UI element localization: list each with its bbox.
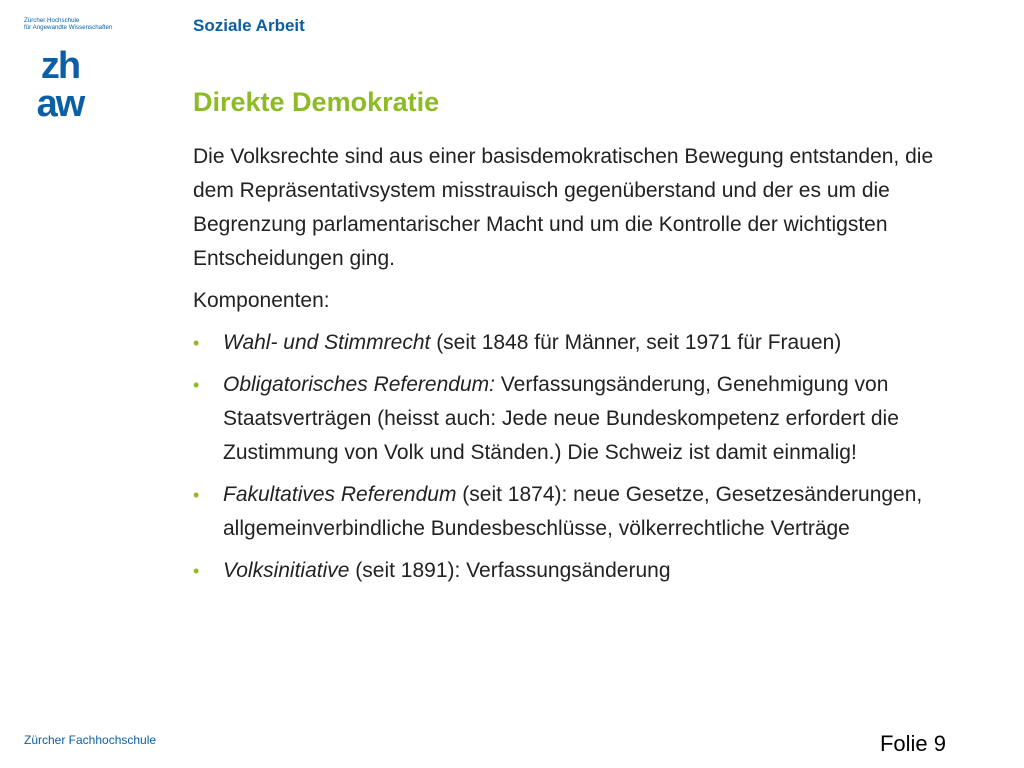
- component-term: Obligatorisches Referendum:: [223, 373, 495, 396]
- bullet-icon: •: [193, 333, 200, 353]
- component-list: [193, 326, 973, 588]
- footer-school-name: Zürcher Fachhochschule: [24, 733, 157, 747]
- svg-text:zh: zh: [40, 45, 80, 87]
- component-term: Volksinitiative: [223, 559, 350, 582]
- components-label: Komponenten:: [193, 289, 330, 312]
- component-description: Verfassungsänderung, Genehmigung von Staatsverträgen (heisst auch: Jede neue Bundeskompetenz erfordert die Zustimmung von Volk und Ständen.) Die Schweiz ist damit einmalig!: [223, 373, 899, 464]
- list-item: [193, 478, 973, 546]
- department-label: Soziale Arbeit: [193, 16, 305, 35]
- bullet-icon: •: [193, 561, 200, 581]
- slide-content: [193, 140, 973, 596]
- list-item: [193, 368, 973, 470]
- slide-title: Direkte Demokratie: [193, 87, 440, 117]
- component-term: Fakultatives Referendum: [223, 483, 457, 506]
- bullet-icon: •: [193, 375, 200, 395]
- intro-paragraph: Die Volksrechte sind aus einer basisdemokratischen Bewegung entstanden, die dem Repräsentativsystem misstrauisch gegenüberstand und der es um die Begrenzung parlamentarischer Macht und um die Kontrolle der wichtigsten Entscheidungen ging.: [193, 145, 934, 270]
- list-item: [193, 326, 973, 360]
- component-term: Wahl- und Stimmrecht: [223, 331, 431, 354]
- slide-number: Folie 9: [879, 731, 946, 756]
- zhaw-logo: [22, 44, 98, 120]
- list-item: [193, 554, 973, 588]
- institution-name-line2: für Angewandte Wissenschaften: [24, 24, 113, 31]
- bullet-icon: •: [193, 485, 200, 505]
- component-description: (seit 1848 für Männer, seit 1971 für Frauen): [430, 331, 842, 354]
- institution-name: [24, 17, 134, 31]
- svg-text:aw: aw: [36, 83, 84, 120]
- component-description: (seit 1874): neue Gesetze, Gesetzesänderungen, allgemeinverbindliche Bundesbeschlüsse, völkerrechtliche Verträge: [223, 483, 923, 540]
- component-description: (seit 1891): Verfassungsänderung: [349, 559, 671, 582]
- institution-name-line1: Zürcher Hochschule: [24, 17, 80, 24]
